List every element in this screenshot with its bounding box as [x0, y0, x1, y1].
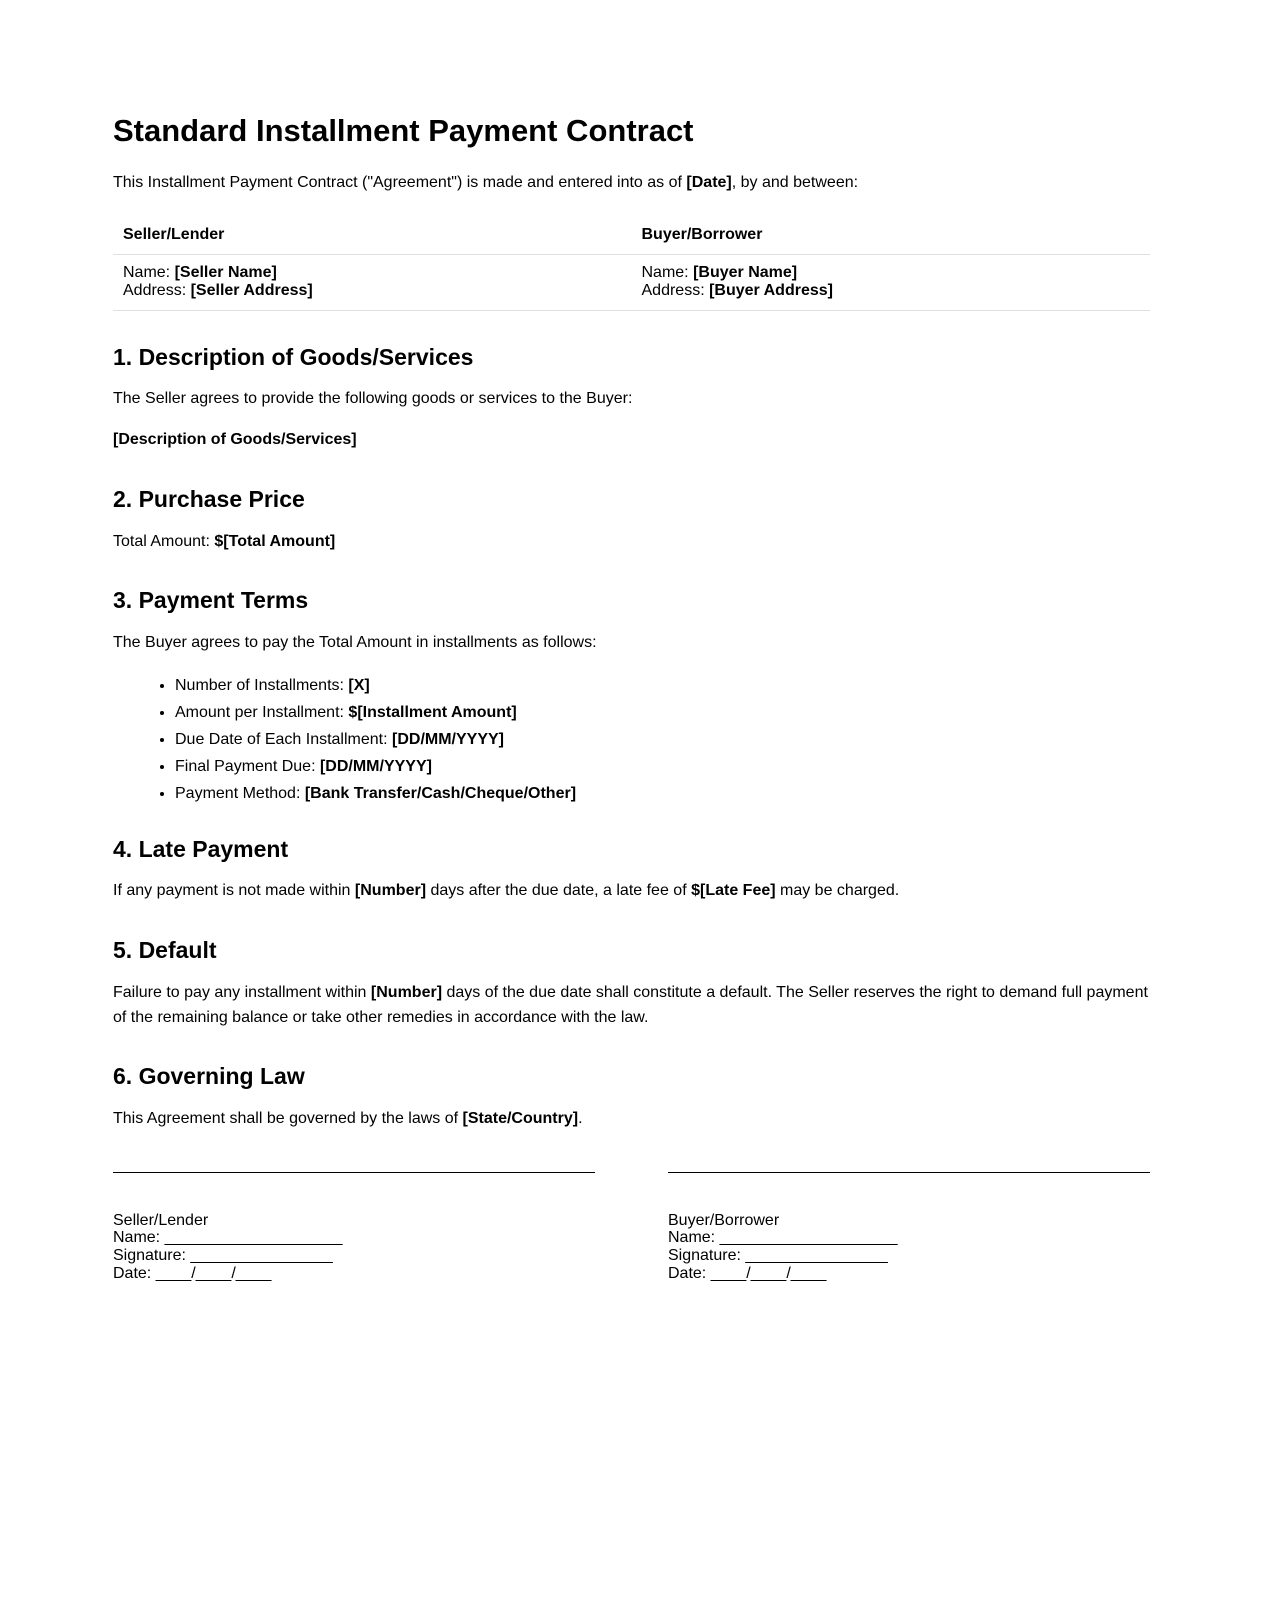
total-amount-label: Total Amount:: [113, 532, 215, 550]
seller-details: [113, 254, 632, 310]
seller-sign-date: Date: ____/____/____: [113, 1264, 272, 1282]
seller-signature-block: [113, 1212, 595, 1282]
seller-role: Seller/Lender: [113, 1211, 209, 1229]
goods-description-placeholder: [Description of Goods/Services]: [113, 431, 357, 449]
seller-address-label: Address:: [123, 282, 191, 300]
section-6-heading: 6. Governing Law: [113, 1063, 305, 1090]
term-label: Final Payment Due:: [175, 757, 320, 775]
default-text-1: Failure to pay any installment within: [113, 983, 371, 1001]
late-text-1: If any payment is not made within: [113, 882, 355, 900]
term-label: Number of Installments:: [175, 676, 349, 694]
late-days-placeholder: [Number]: [354, 882, 427, 900]
default-days-placeholder: [Number]: [370, 983, 443, 1001]
law-text-2: .: [578, 1110, 583, 1128]
list-item: [175, 784, 1150, 803]
term-value: [X]: [348, 676, 370, 694]
seller-address-value: [Seller Address]: [190, 282, 313, 300]
section-5-heading: 5. Default: [113, 937, 217, 964]
buyer-sign-name: Name: ____________________: [668, 1229, 898, 1247]
jurisdiction-placeholder: [State/Country]: [462, 1110, 579, 1128]
seller-header: Seller/Lender: [113, 214, 632, 255]
term-value: [DD/MM/YYYY]: [392, 730, 504, 748]
signature-blocks: [113, 1212, 1150, 1282]
page-title: Standard Installment Payment Contract: [113, 113, 694, 148]
term-value: [Bank Transfer/Cash/Cheque/Other]: [304, 784, 577, 802]
default-text-2: days of the due date shall constitute a default. The Seller reserves the right to demand full payment of the remaining balance or take other remedies in accordance with the law.: [113, 983, 1148, 1026]
section-2-heading: 2. Purchase Price: [113, 485, 305, 512]
law-text-1: This Agreement shall be governed by the laws of: [113, 1110, 463, 1128]
buyer-signature-line: [668, 1172, 1150, 1173]
signature-lines: [113, 1172, 1150, 1173]
buyer-details: [632, 254, 1151, 310]
payment-terms-list: [113, 676, 1150, 803]
seller-sign-name: Name: ____________________: [113, 1229, 343, 1247]
term-label: Due Date of Each Installment:: [175, 730, 392, 748]
list-item: [175, 676, 1150, 695]
late-text-2: days after the due date, a late fee of: [426, 882, 692, 900]
buyer-name-value: [Buyer Name]: [693, 263, 798, 281]
late-fee-placeholder: $[Late Fee]: [691, 882, 776, 900]
seller-name-label: Name:: [123, 263, 175, 281]
section-1-heading: 1. Description of Goods/Services: [113, 343, 474, 370]
term-value: $[Installment Amount]: [348, 703, 517, 721]
list-item: [175, 757, 1150, 776]
section-1-placeholder: [113, 428, 1150, 453]
buyer-sign-date: Date: ____/____/____: [668, 1264, 827, 1282]
list-item: [175, 730, 1150, 749]
term-value: [DD/MM/YYYY]: [319, 757, 432, 775]
seller-name-value: [Seller Name]: [174, 263, 277, 281]
section-3-text: The Buyer agrees to pay the Total Amount in installments as follows:: [113, 633, 597, 651]
term-label: Amount per Installment:: [175, 703, 349, 721]
section-3-heading: 3. Payment Terms: [113, 587, 309, 614]
total-amount-value: $[Total Amount]: [214, 532, 336, 550]
section-4-text: [113, 879, 1150, 904]
section-6-text: [113, 1107, 1150, 1132]
late-text-3: may be charged.: [775, 882, 900, 900]
section-5-text: [113, 981, 1150, 1031]
section-4-heading: 4. Late Payment: [113, 835, 289, 862]
intro-text-end: , by and between:: [731, 174, 859, 192]
section-1-text: The Seller agrees to provide the following goods or services to the Buyer:: [113, 390, 633, 408]
buyer-sign-signature: Signature: ________________: [668, 1247, 888, 1265]
buyer-signature-block: [668, 1212, 1150, 1282]
intro-text: This Installment Payment Contract ("Agreement") is made and entered into as of: [113, 174, 687, 192]
parties-table: [113, 214, 1150, 311]
intro-date-placeholder: [Date]: [686, 174, 732, 192]
term-label: Payment Method:: [175, 784, 305, 802]
buyer-name-label: Name:: [641, 263, 694, 281]
intro-paragraph: [113, 171, 1150, 196]
buyer-address-label: Address:: [641, 282, 710, 300]
buyer-role: Buyer/Borrower: [668, 1211, 780, 1229]
seller-signature-line: [113, 1172, 595, 1173]
seller-sign-signature: Signature: ________________: [113, 1247, 333, 1265]
section-2-text: [113, 530, 1150, 555]
buyer-header: Buyer/Borrower: [632, 214, 1151, 255]
list-item: [175, 703, 1150, 722]
buyer-address-value: [Buyer Address]: [709, 282, 833, 300]
